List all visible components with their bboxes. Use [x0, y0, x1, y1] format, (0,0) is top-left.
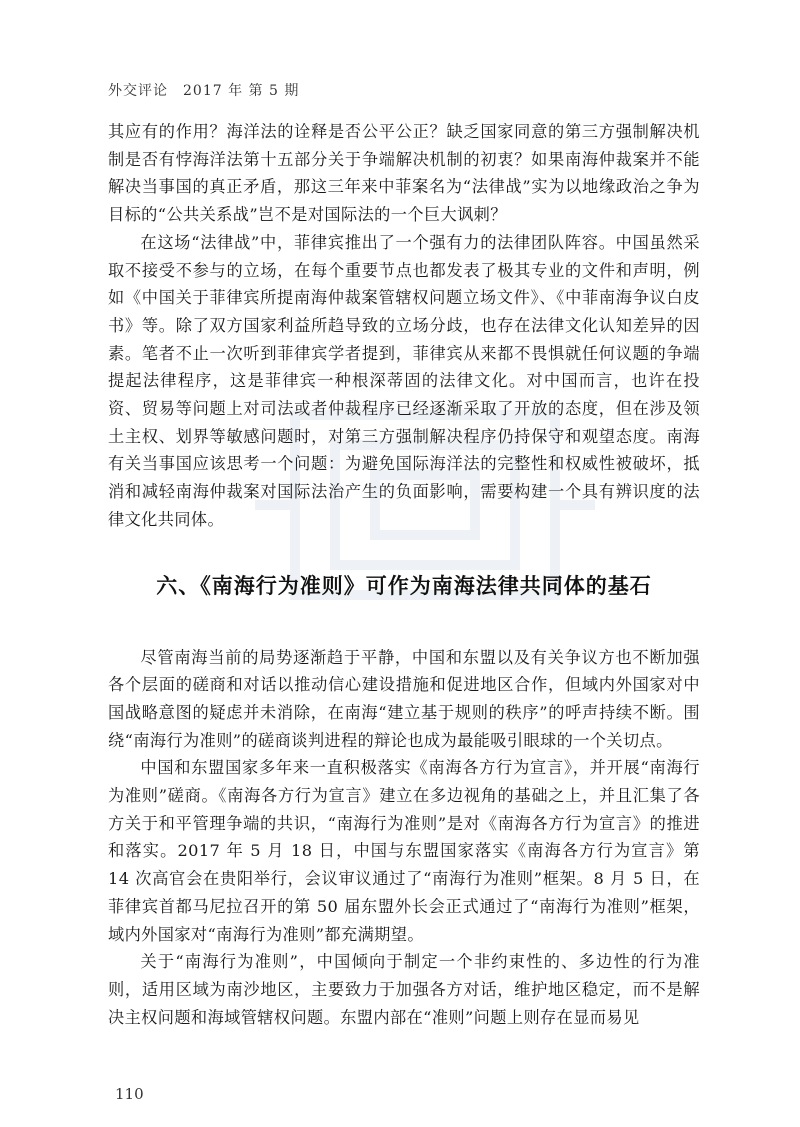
section-heading: 六、《南海行为准则》可作为南海法律共同体的基石 — [156, 573, 652, 598]
paragraph: 在这场“法律战”中，菲律宾推出了一个强有力的法律团队阵容。中国虽然采取不接受不参与的立场，在每个重要节点也都发表了极其专业的文件和声明，例如《中国关于菲律宾所提南海仲裁案管辖权问题立场文件》、《中菲南海争议白皮书》等。除了双方国家利益所趋导致的立场分歧，也存在法律文化认知差异的因素。笔者不止一次听到菲律宾学者提到，菲律宾从来都不畏惧就任何议题的争端提起法律程序，这是菲律宾一种根深蒂固的法律文化。对中国而言，也许在投资、贸易等问题上对司法或者仲裁程序已经逐渐采取了开放的态度，但在涉及领土主权、划界等敏感问题时，对第三方强制解决程序仍持保守和观望态度。南海有关当事国应该思考一个问题：为避免国际海洋法的完整性和权威性被破坏，抵消和减轻南海仲裁案对国际法治产生的负面影响，需要构建一个具有辨识度的法律文化共同体。 — [108, 232, 700, 529]
page-number: 110 — [115, 1085, 144, 1103]
paragraph: 关于“南海行为准则”，中国倾向于制定一个非约束性的、多边性的行为准则，适用区域为南沙地区，主要致力于加强各方对话，维护地区稳定，而不是解决主权问题和海域管辖权问题。东盟内部在“准则”问题上则存在显而易见 — [108, 952, 700, 1027]
paragraph: 尽管南海当前的局势逐渐趋于平静，中国和东盟以及有关争议方也不断加强各个层面的磋商和对话以推动信心建设措施和促进地区合作，但域内外国家对中国战略意图的疑虑并未消除，在南海“建立基于规则的秩序”的呼声持续不断。围绕“南海行为准则”的磋商谈判进程的辩论也成为最能吸引眼球的一个关切点。 — [108, 647, 700, 750]
article-body — [108, 118, 700, 1031]
paragraph: 中国和东盟国家多年来一直积极落实《南海各方行为宣言》，并开展“南海行为准则”磋商。《南海各方行为宣言》建立在多边视角的基础之上，并且汇集了各方关于和平管理争端的共识，“南海行为准则”是对《南海各方行为宣言》的推进和落实。2017 年 5 月 18 日，中国与东盟国家落实《南海各方行为宣言》第 14 次高官会在贵阳举行，会议审议通过了“南海行为准则”框架。8 月 5 日，在菲律宾首都马尼拉召开的第 50 届东盟外长会正式通过了“南海行为准则”框架，域内外国家对“南海行为准则”都充满期望。 — [108, 758, 700, 944]
running-head: 外交评论 2017 年 第 5 期 — [108, 83, 300, 99]
section-after — [108, 644, 700, 1032]
section-before — [108, 118, 700, 534]
paragraph: 其应有的作用？海洋法的诠释是否公平公正？缺乏国家同意的第三方强制解决机制是否有悖海洋法第十五部分关于争端解决机制的初衷？如果南海仲裁案并不能解决当事国的真正矛盾，那这三年来中菲案名为“法律战”实为以地缘政治之争为目标的“公共关系战”岂不是对国际法的一个巨大讽刺？ — [108, 122, 700, 225]
